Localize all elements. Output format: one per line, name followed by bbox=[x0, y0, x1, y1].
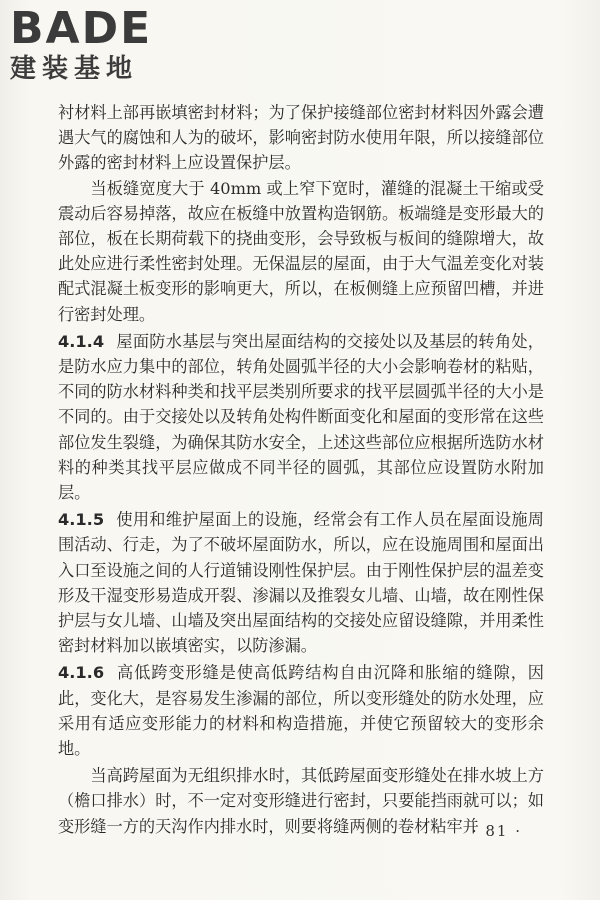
paragraph-text: 衬材料上部再嵌填密封材料；为了保护接缝部位密封材料因外露会遭遇大气的腐蚀和人为的破坏，影响密封防水使用年限，所以接缝部位外露的密封材料上应设置保护层。 bbox=[58, 103, 544, 173]
paragraph-continuation bbox=[58, 100, 544, 176]
section-4-1-5 bbox=[58, 507, 544, 658]
paragraph-text: 屋面防水基层与突出屋面结构的交接处以及基层的转角处，是防水应力集中的部位，转角处圆弧半径的大小会影响卷材的粘贴，不同的防水材料种类和找平层类别所要求的找平层圆弧半径的大小是不同的。由于交接处以及转角处构件断面变化和屋面的变形常在这些部位发生裂缝，为确保其防水安全，上述这些部位应根据所选防水材料的种类其找平层应做成不同半径的圆弧，其部位应设置防水附加层。 bbox=[58, 331, 544, 503]
paragraph-board-joint bbox=[58, 176, 544, 327]
body-text bbox=[58, 100, 544, 839]
paragraph-text: 高低跨变形缝是使高低跨结构自由沉降和胀缩的缝隙，因此，变化大，是容易发生渗漏的部位，所以变形缝处的防水处理，应采用有适应变形能力的材料和构造措施，并使它预留较大的变形余地。 bbox=[58, 663, 544, 759]
paragraph-text: 当高跨屋面为无组织排水时，其低跨屋面变形缝处在排水坡上方（檐口排水）时，不一定对变形缝进行密封，只要能挡雨就可以；如变形缝一方的天沟作内排水时，则要将缝两侧的卷材粘牢并 bbox=[58, 766, 544, 836]
section-number: 4.1.4 bbox=[58, 331, 105, 351]
logo-latin-text: BADE bbox=[10, 3, 153, 54]
logo-chinese-text: 建装基地 bbox=[10, 54, 139, 84]
paragraph-text: 使用和维护屋面上的设施，经常会有工作人员在屋面设施周围活动、行走，为了不破坏屋面防水，所以，应在设施周围和屋面出入口至设施之间的人行道铺设刚性保护层。由于刚性保护层的温差变形及干湿变形易造成开裂、渗漏以及推裂女儿墙、山墙，故在刚性保护层与女儿墙、山墙及突出屋面结构的交接处应留设缝隙，并用柔性密封材料加以嵌填密实，以防渗漏。 bbox=[58, 510, 544, 656]
page-number: · 81 · bbox=[471, 822, 522, 840]
paragraph-text: 当板缝宽度大于 40mm 或上窄下宽时，灌缝的混凝土干缩或受震动后容易掉落，故应在板缝中放置构造钢筋。板端缝是变形最大的部位，板在长期荷载下的挠曲变形，会导致板与板间的缝隙增大，故此处应进行柔性密封处理。无保温层的屋面，由于大气温差变化对装配式混凝土板变形的影响更大，所以，在板侧缝上应预留凹槽，并进行密封处理。 bbox=[58, 178, 544, 324]
bade-logo bbox=[10, 3, 180, 84]
section-number: 4.1.5 bbox=[58, 510, 105, 530]
section-number: 4.1.6 bbox=[58, 663, 105, 683]
section-4-1-4 bbox=[58, 329, 544, 505]
section-4-1-6 bbox=[58, 660, 544, 761]
